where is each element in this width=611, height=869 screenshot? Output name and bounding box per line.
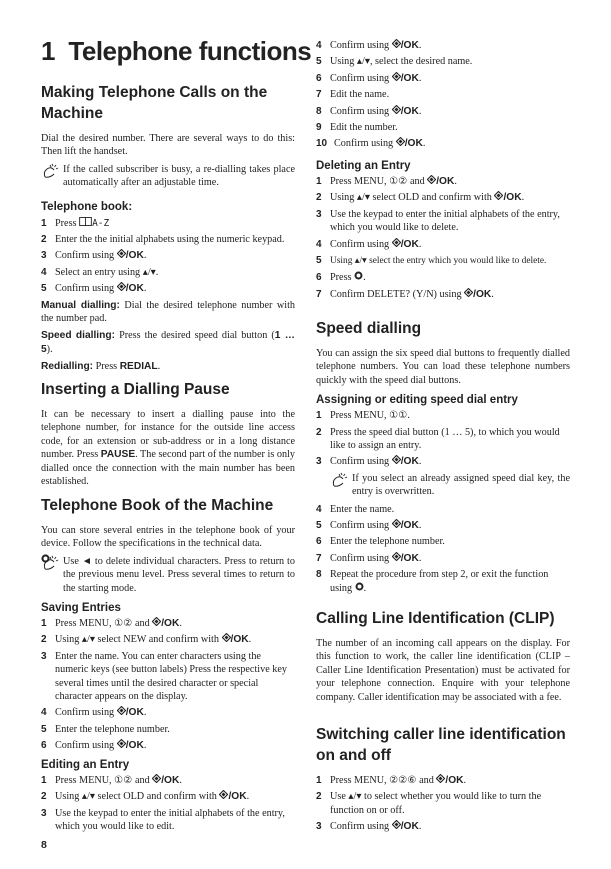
ok-icon	[222, 633, 231, 642]
ok-icon	[427, 175, 436, 184]
section-switch-clip	[316, 724, 570, 837]
ok-icon	[117, 282, 126, 291]
list-item: 1 Press MENU, ①①.	[316, 410, 410, 422]
ok-icon	[117, 739, 126, 748]
list-item: 10 Confirm using /OK.	[316, 138, 426, 150]
assign-steps	[316, 409, 570, 469]
section-title: Calling Line Identification (CLIP)	[316, 610, 555, 627]
list-item: 5 Enter the telephone number.	[41, 723, 170, 735]
section-speed-dialling	[316, 318, 570, 598]
stop-icon	[41, 554, 50, 563]
list-item: 9 Edit the number.	[316, 122, 398, 134]
list-item: 5 Confirm using /OK.	[316, 520, 422, 532]
list-item: 1 Press MENU, ①② and /OK.	[41, 774, 182, 786]
list-item: 2 Using ▴/▾ select OLD and confirm with /OK.	[41, 791, 250, 803]
list-item: 6 Enter the telephone number.	[316, 536, 445, 548]
list-item: 5 Using ▴/▾, select the desired name.	[316, 56, 473, 68]
ok-icon	[392, 39, 401, 48]
list-item: 1 Press MENU, ①② and /OK.	[41, 618, 182, 630]
editing-steps	[41, 774, 295, 834]
ok-icon	[396, 137, 405, 146]
list-item: 5 Using ▴/▾ select the entry which you would like to delete.	[316, 255, 547, 267]
list-item: 5 Confirm using /OK.	[41, 283, 147, 295]
list-item: 3 Confirm using /OK.	[41, 250, 147, 262]
section-title: Making Telephone Calls on the Machine	[41, 84, 268, 122]
list-item: 2 Using ▴/▾ select OLD and confirm with /OK.	[316, 192, 525, 204]
list-item: 4 Enter the name.	[316, 503, 395, 515]
saving-steps	[41, 617, 295, 753]
page-number: 8	[41, 839, 47, 851]
list-item: 1 Press A-Z	[41, 217, 110, 229]
ok-icon	[436, 774, 445, 783]
deleting-heading: Deleting an Entry	[316, 160, 411, 172]
list-item: 8 Repeat the procedure from step 2, or exit the function using .	[316, 569, 549, 594]
section-title: Switching caller line identification on and off	[316, 726, 566, 764]
ok-icon	[392, 820, 401, 829]
list-item: 3 Confirm using /OK.	[316, 821, 422, 833]
intro-text: You can store several entries in the telephone book of your device. Follow the specifications in the technical data.	[41, 525, 295, 550]
stop-icon	[354, 271, 363, 280]
list-item: 4 Confirm using /OK.	[41, 707, 147, 719]
manual-dialling: Manual dialling: Dial the desired telephone number with the number pad.	[41, 299, 295, 325]
lightbulb-icon	[41, 162, 61, 182]
editing-steps-continued	[316, 39, 570, 154]
section-clip	[316, 608, 570, 704]
list-item: 2 Press the speed dial button (1 … 5), to which you would like to assign an entry.	[316, 426, 560, 452]
book-icon	[79, 217, 92, 226]
list-item: 7 Confirm DELETE? (Y/N) using /OK.	[316, 288, 494, 300]
ok-icon	[392, 455, 401, 464]
speed-dialling: Speed dialling: Press the desired speed dial button (1 … 5).	[41, 330, 295, 355]
chapter-title	[0, 36, 311, 67]
note: If you select an already assigned speed dial key, the entry is overwritten.	[330, 472, 570, 499]
note: If the called subscriber is busy, a re-dialling takes place automatically after an adjustable time.	[41, 163, 295, 190]
chapter-title-text: Telephone functions	[68, 36, 312, 66]
assign-steps-continued	[316, 503, 570, 595]
ok-icon	[392, 72, 401, 81]
list-item: 4 Confirm using /OK.	[316, 238, 422, 250]
ok-icon	[117, 249, 126, 258]
phonebook-steps	[41, 217, 295, 296]
note: Use ◄ to delete individual characters. Press to return to the previous menu level. Press several times to return to the starting mode.	[41, 555, 295, 595]
editing-heading: Editing an Entry	[41, 758, 130, 771]
section-dialling-pause	[41, 379, 295, 488]
list-item: 1 Press MENU, ①② and /OK.	[316, 176, 457, 187]
list-item: 7 Edit the name.	[316, 89, 390, 101]
ok-icon	[392, 238, 401, 247]
section-title: Telephone Book of the Machine	[41, 497, 274, 514]
ok-icon	[464, 288, 473, 297]
ok-icon	[392, 105, 401, 114]
clip-text: The number of an incoming call appears on the display. For this function to work, the caller line identification (CLIP – Caller Line Identification Presentation) must be activated for your telephone connection. Enquire with your telephone company. Caller identification may be associated with a fee.	[316, 638, 570, 703]
intro-text: You can assign the six speed dial buttons to frequently dialled telephone numbers. You can load these telephone numbers quickly with the speed dial buttons.	[316, 348, 570, 386]
list-item: 6 Confirm using /OK.	[316, 72, 422, 84]
deleting-steps	[316, 175, 570, 301]
chapter-number: 1	[41, 36, 55, 66]
list-item: 6 Press .	[316, 272, 366, 284]
list-item: 1 Press MENU, ②②⑥ and /OK.	[316, 775, 467, 786]
list-item: 7 Confirm using /OK.	[316, 552, 422, 564]
section-deleting	[316, 160, 570, 304]
list-item: 3 Use the keypad to enter the initial alphabets of the entry, which you would like to delete.	[316, 208, 560, 234]
redialling: Redialling: Press REDIAL.	[41, 361, 161, 373]
phonebook-heading: Telephone book:	[41, 200, 133, 213]
switch-clip-steps	[316, 774, 570, 834]
list-item: 2 Enter the the initial alphabets using the numeric keypad.	[41, 234, 285, 246]
stop-icon	[355, 582, 364, 591]
section-title: Speed dialling	[316, 320, 422, 337]
list-item: 6 Confirm using /OK.	[41, 740, 147, 752]
section-making-calls	[41, 82, 295, 374]
section-telephone-book	[41, 495, 295, 836]
list-item: 2 Use ▴/▾ to select whether you would like to turn the function on or off.	[316, 791, 542, 816]
ok-icon	[152, 617, 161, 626]
assign-heading: Assigning or editing speed dial entry	[316, 394, 518, 407]
ok-icon	[392, 519, 401, 528]
list-item: 3 Use the keypad to enter the initial alphabets of the entry, which you would like to edit.	[41, 807, 285, 832]
list-item: 8 Confirm using /OK.	[316, 105, 422, 117]
intro-text: Dial the desired number. There are several ways to do this: Then lift the handset.	[41, 133, 295, 158]
section-title: Inserting a Dialling Pause	[41, 381, 230, 398]
list-item: 3 Enter the name. You can enter characters using the numeric keys (see button labels) Press the respective key several times until the desired character or special character appears on the display.	[41, 650, 287, 703]
ok-icon	[392, 552, 401, 561]
list-item: 4 Select an entry using ▴/▾.	[41, 266, 159, 278]
saving-heading: Saving Entries	[41, 602, 121, 615]
ok-icon	[152, 774, 161, 783]
list-item: 3 Confirm using /OK.	[316, 456, 422, 468]
pause-text: It can be necessary to insert a dialling pause into the telephone number, for instance for the outside line access code, for an extension or sub-address or in a long distance number. Press PAUSE. The second part of the number is only dialled once the connection with the main number has been established.	[41, 409, 295, 488]
lightbulb-icon	[330, 471, 350, 491]
list-item: 2 Using ▴/▾ select NEW and confirm with /OK.	[41, 634, 252, 646]
list-item: 4 Confirm using /OK.	[316, 40, 422, 51]
ok-icon	[117, 706, 126, 715]
